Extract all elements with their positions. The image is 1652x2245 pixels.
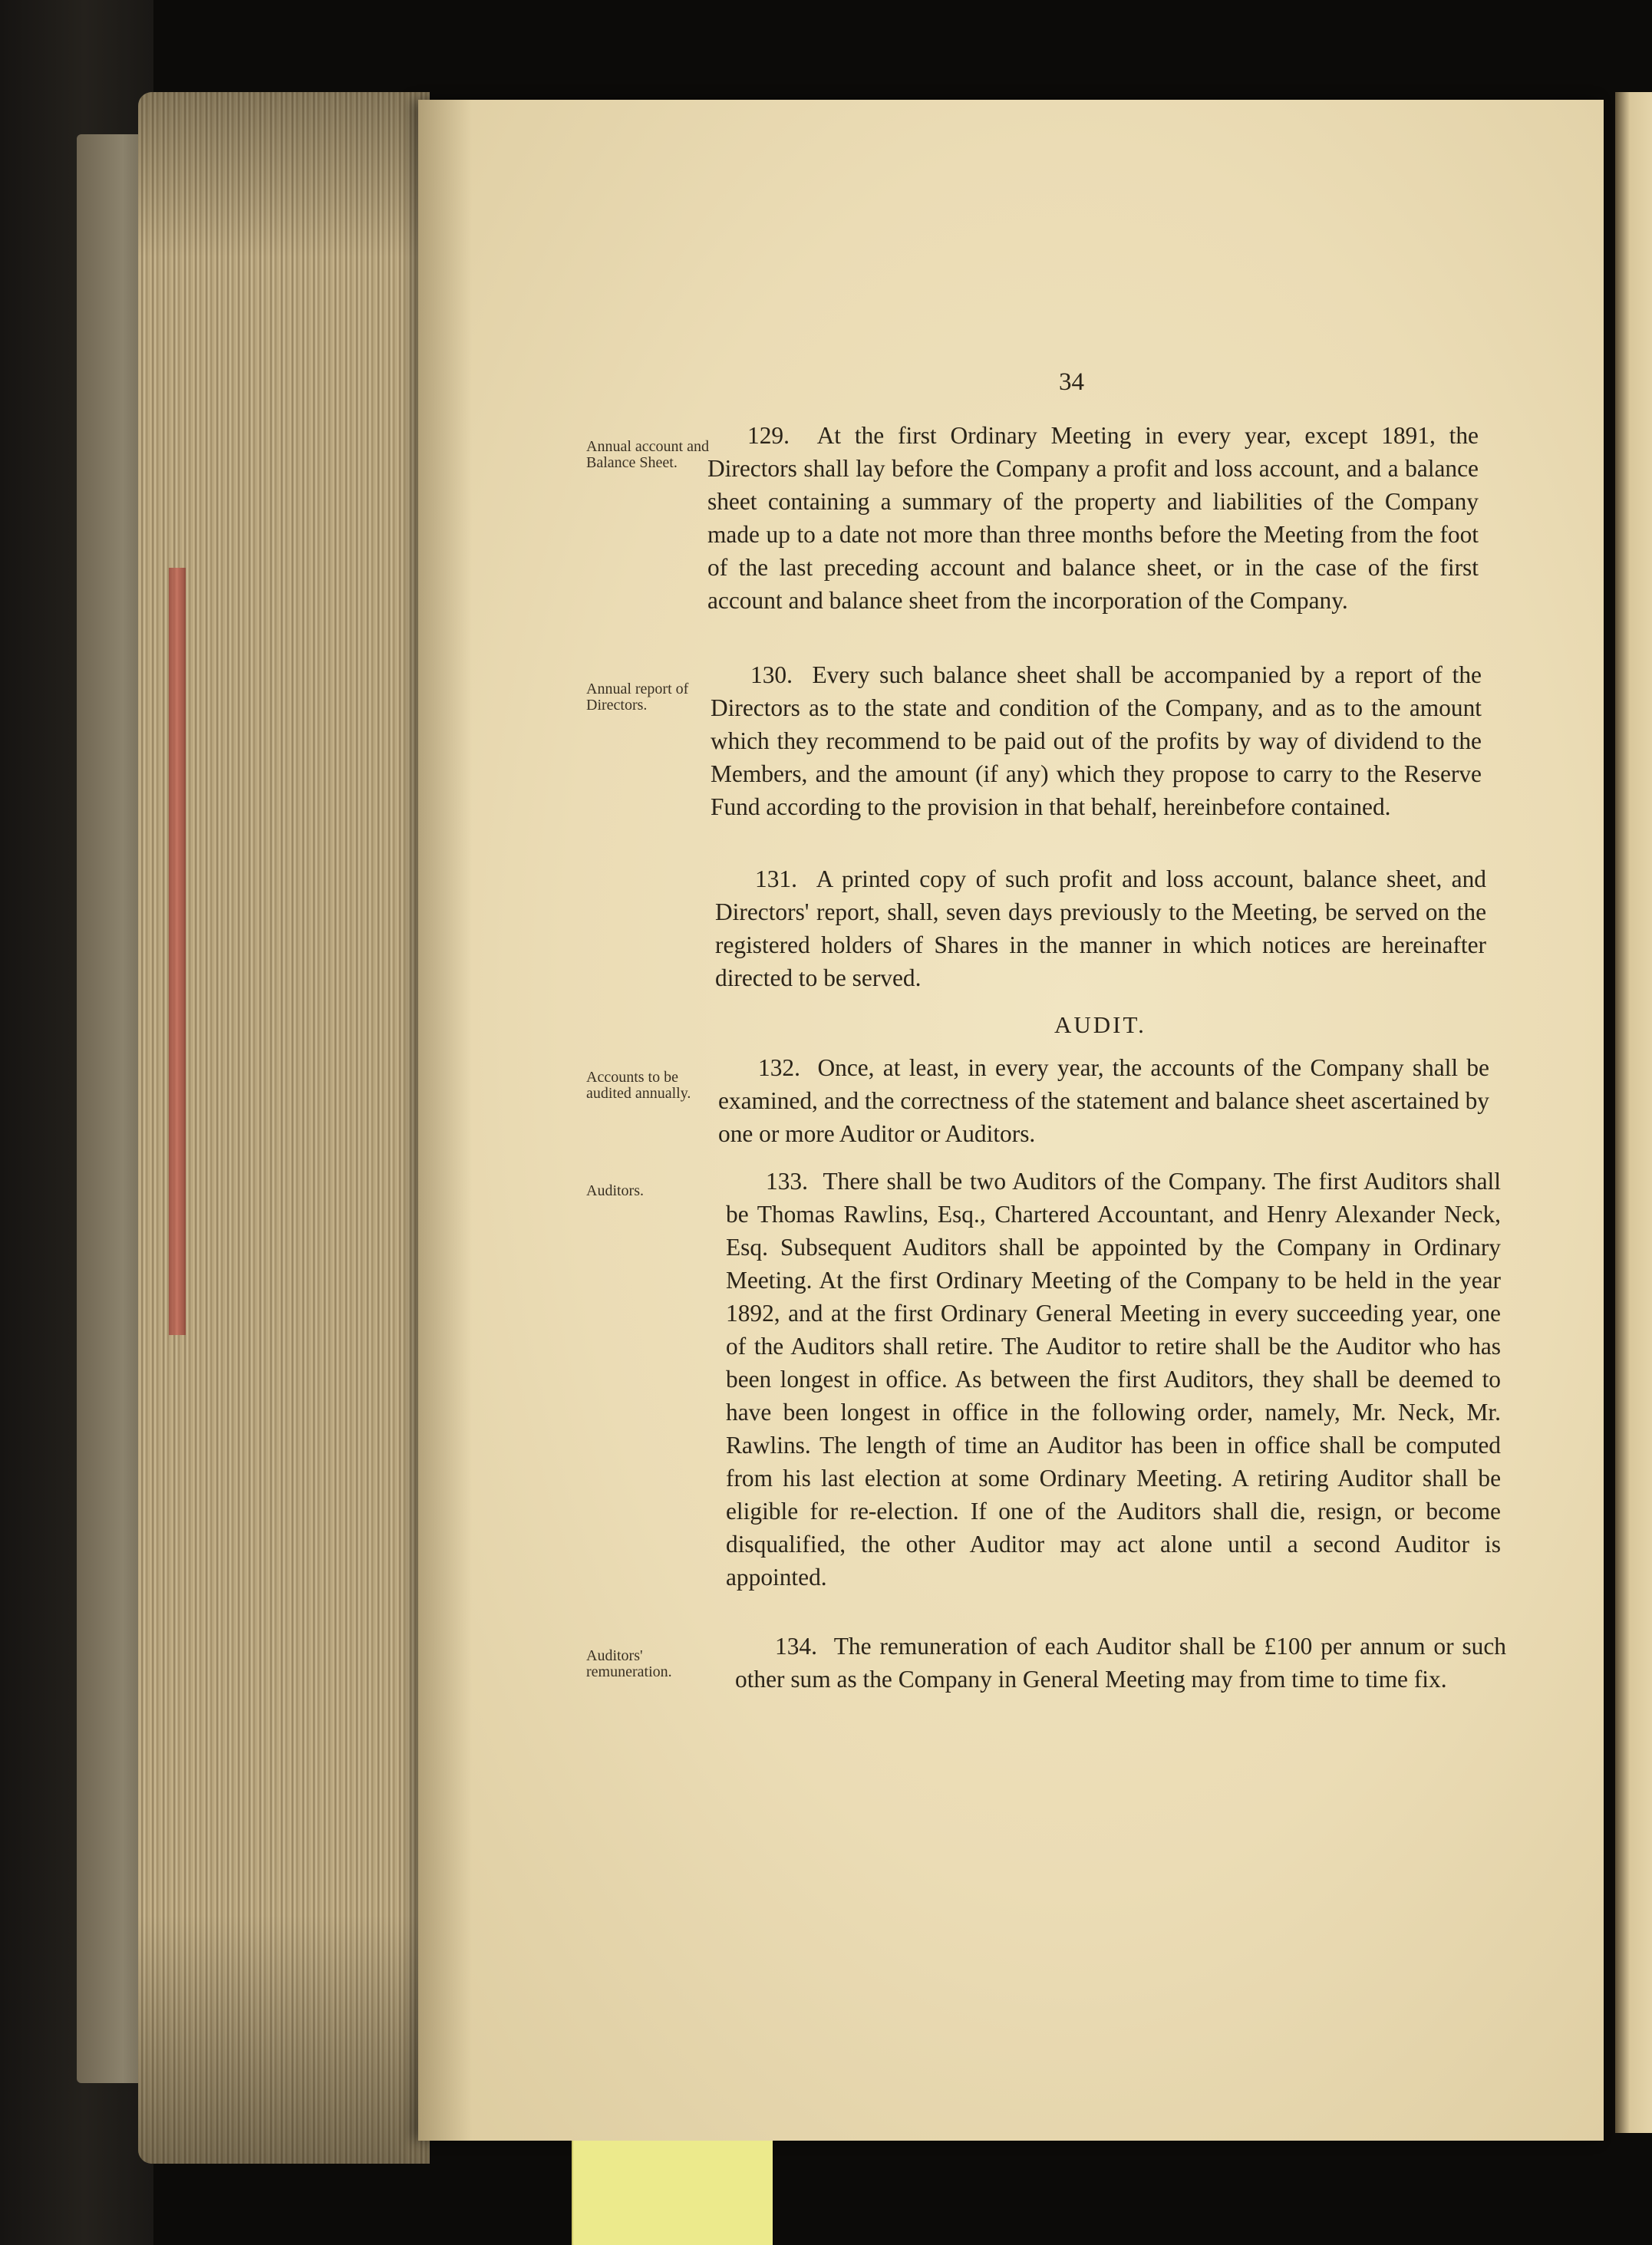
paragraph-133 xyxy=(726,1165,1501,1594)
red-page-edge-band xyxy=(169,568,186,1335)
paragraph-131 xyxy=(715,862,1486,994)
paragraph-134 xyxy=(735,1630,1506,1696)
paragraph-text: At the first Ordinary Meeting in every year, except 1891, the Directors shall lay before the Company a profit and loss account, and a balance sheet containing a summary of the property and liabilities of the Company made up to a date not more than three months before the Meeting from the foot of the last preceding account and balance sheet, or in the case of the first account and balance sheet from the incorporation of the Company. xyxy=(707,422,1479,614)
paragraph-129 xyxy=(707,419,1479,617)
paragraph-text: The remuneration of each Auditor shall be £100 per annum or such other sum as the Company in General Meeting may from time to time fix. xyxy=(735,1633,1506,1693)
paragraph-number: 132. xyxy=(758,1054,800,1081)
paragraph-text: Every such balance sheet shall be accompanied by a report of the Directors as to the state and condition of the Company, and as to the amount which they recommend to be paid out of the profits by way of dividend to the Members, and the amount (if any) which they propose to carry to the Reserve Fund according to the provision in that behalf, hereinbefore contained. xyxy=(711,661,1482,820)
margin-note-auditors: Auditors. xyxy=(586,1182,644,1199)
margin-note-accounts-audited: Accounts to be audited annually. xyxy=(586,1069,691,1102)
paragraph-number: 129. xyxy=(747,422,790,449)
paragraph-number: 130. xyxy=(750,661,793,688)
margin-note-annual-report: Annual report of Directors. xyxy=(586,681,689,714)
facing-page-edge xyxy=(1615,92,1652,2133)
margin-note-auditors-remuneration: Auditors' remuneration. xyxy=(586,1647,672,1680)
paragraph-number: 133. xyxy=(766,1168,808,1195)
paragraph-number: 134. xyxy=(775,1633,817,1660)
margin-note-annual-account: Annual account and Balance Sheet. xyxy=(586,438,709,471)
paragraph-text: A printed copy of such profit and loss account, balance sheet, and Directors' report, shall, seven days previously to the Meeting, be served on the registered holders of Shares in the manner in which notices are hereinafter directed to be served. xyxy=(715,865,1486,991)
section-heading-audit: AUDIT. xyxy=(1054,1011,1146,1038)
paragraph-number: 131. xyxy=(755,865,797,892)
paragraph-130 xyxy=(711,658,1482,823)
page-gutter-shadow xyxy=(418,100,472,2141)
paragraph-text: There shall be two Auditors of the Company. The first Auditors shall be Thomas Rawlins, Esq., Chartered Accountant, and Henry Alexander Neck, Esq. Subsequent Auditors shall be appointed by the Company in Ordinary Meeting. At the first Ordinary Meeting of the Company to be held in the year 1892, and at the first Ordinary General Meeting in every succeeding year, one of the Auditors shall retire. The Auditor to retire shall be the Auditor who has been longest in office. As between the first Auditors, they shall be deemed to have been longest in office in the following order, namely, Mr. Neck, Mr. Rawlins. The length of time an Auditor has been in office shall be computed from his last election at some Ordinary Meeting. A retiring Auditor shall be eligible for re-election. If one of the Auditors shall die, resign, or become disqualified, the other Auditor may act alone until a second Auditor is appointed. xyxy=(726,1168,1501,1591)
paragraph-132 xyxy=(718,1051,1489,1150)
page-number: 34 xyxy=(1059,368,1084,396)
yellow-bookmark-slip xyxy=(572,2141,773,2245)
paragraph-text: Once, at least, in every year, the accounts of the Company shall be examined, and the correctness of the statement and balance sheet ascertained by one or more Auditor or Auditors. xyxy=(718,1054,1489,1147)
